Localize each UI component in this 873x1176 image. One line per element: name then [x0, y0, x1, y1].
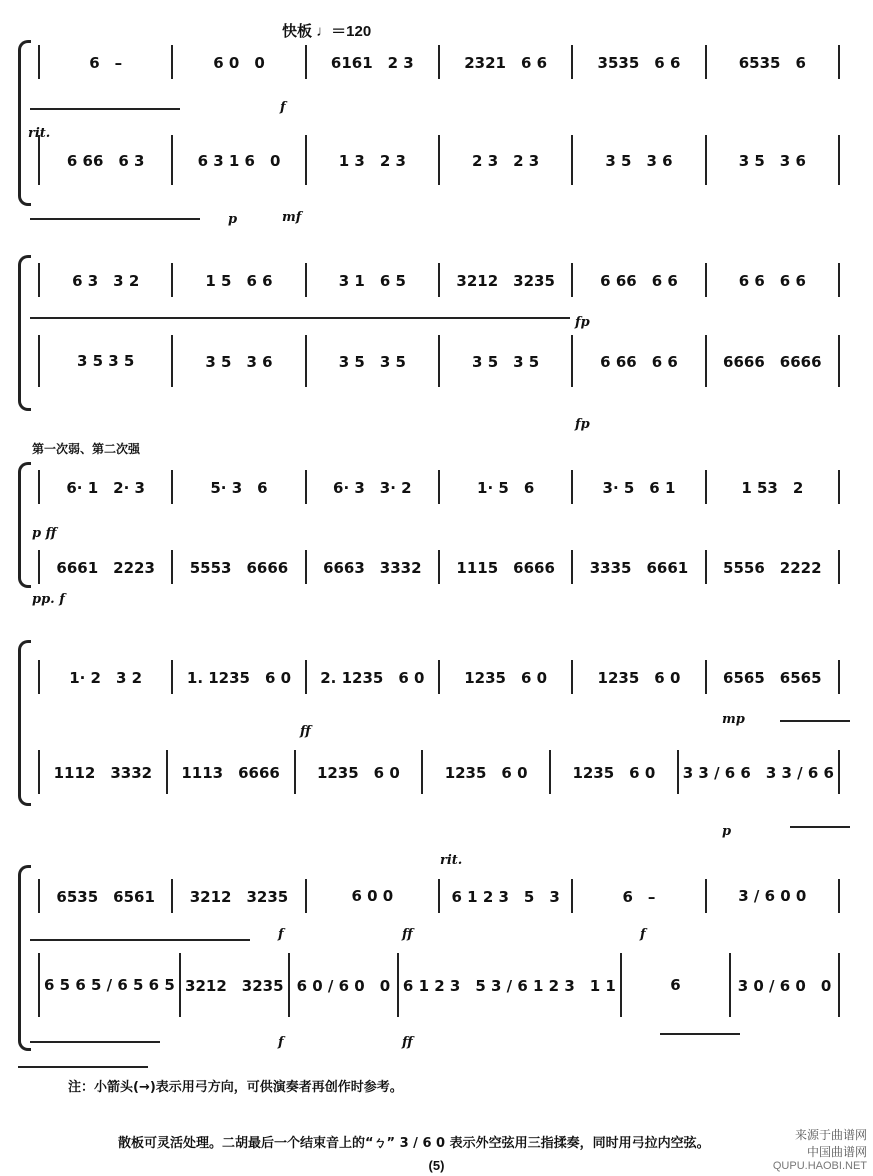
- performance-caption: 第一次弱、第二次强: [32, 442, 141, 456]
- measure: 6 66 6 6: [571, 263, 704, 297]
- measure: 6 3 1 6 0: [171, 135, 304, 185]
- dynamic-marking: ff: [402, 927, 413, 942]
- decrescendo-hairpin: [30, 108, 180, 110]
- system-1: [10, 40, 860, 227]
- system-brace: [18, 255, 31, 411]
- dynamic-marking: ff: [402, 1035, 413, 1050]
- measure: 6 1 2 3 5 3 / 6 1 2 3 1 1: [397, 953, 620, 1017]
- lower-staff: [38, 550, 840, 584]
- dynamic-marking: f: [278, 927, 284, 942]
- crescendo-hairpin: [30, 317, 570, 319]
- measure: 6565 6565: [705, 660, 840, 694]
- system-4: [10, 640, 860, 839]
- measure: 6· 3 3· 2: [305, 470, 438, 504]
- system-brace: [18, 640, 31, 806]
- system-brace: [18, 865, 31, 1051]
- measure: 1235 6 0: [294, 750, 422, 794]
- measure: 6 5 6 5 / 6 5 6 5: [38, 953, 179, 1017]
- footnote-rule: [18, 1066, 148, 1068]
- measure: 3 5 3 6: [571, 135, 704, 185]
- measure: 1112 3332: [38, 750, 166, 794]
- measure: 3 5 3 5: [38, 335, 171, 387]
- measure: 3 3 / 6 6 3 3 / 6 6: [677, 750, 840, 794]
- measure: 6 66 6 3: [38, 135, 171, 185]
- measure: 6 3 3 2: [38, 263, 171, 297]
- measure: 3 0 / 6 0 0: [729, 953, 840, 1017]
- hairpin: [30, 939, 250, 941]
- measure: 6 1 2 3 5 3: [438, 879, 571, 913]
- measure: 6661 2223: [38, 550, 171, 584]
- measure: 6· 1 2· 3: [38, 470, 171, 504]
- crescendo-hairpin: [780, 720, 850, 722]
- measure: 6 0 0: [171, 45, 304, 79]
- measure: 6 –: [38, 45, 171, 79]
- measure: 6 66 6 6: [571, 335, 704, 387]
- watermark-line: 来源于曲谱网: [794, 1128, 867, 1142]
- system-3: [10, 440, 860, 605]
- footnote-free-rhythm: 散板可灵活处理。二胡最后一个结束音上的“ㄅ” 3 / 6 0 表示外空弦用三指揉奏，同时用弓拉内空弦。: [118, 1136, 710, 1151]
- measure: 3 / 6 0 0: [705, 879, 840, 913]
- dynamic-marking: ff: [300, 724, 311, 739]
- dynamic-marking: p: [228, 212, 238, 227]
- dynamic-marking: f: [278, 1035, 284, 1050]
- measure: 3· 5 6 1: [571, 470, 704, 504]
- dynamic-marking: p: [722, 824, 732, 839]
- upper-staff: [38, 263, 840, 297]
- measure: 6 6 6 6: [705, 263, 840, 297]
- measure: 6 0 / 6 0 0: [288, 953, 397, 1017]
- measure: 1235 6 0: [438, 660, 571, 694]
- measure: 6535 6: [705, 45, 840, 79]
- measure: 1113 6666: [166, 750, 294, 794]
- measure: 6 –: [571, 879, 704, 913]
- watermark-line: QUPU.HAOBI.NET: [772, 1160, 867, 1172]
- system-brace: [18, 40, 31, 206]
- dynamic-marking: fp: [575, 315, 590, 330]
- measure: 3 5 3 6: [705, 135, 840, 185]
- measure: 5553 6666: [171, 550, 304, 584]
- measure: 3335 6661: [571, 550, 704, 584]
- dynamic-marking: mp: [722, 712, 745, 727]
- system-brace: [18, 462, 31, 588]
- measure: 3 5 3 6: [171, 335, 304, 387]
- measure: 6535 6561: [38, 879, 171, 913]
- decrescendo-hairpin: [30, 218, 200, 220]
- measure: 1. 1235 6 0: [171, 660, 304, 694]
- dynamic-marking: fp: [575, 417, 590, 432]
- measure: 5556 2222: [705, 550, 840, 584]
- measure: 3212 3235: [179, 953, 288, 1017]
- measure: 1 3 2 3: [305, 135, 438, 185]
- measure: 6161 2 3: [305, 45, 438, 79]
- measure: 1235 6 0: [421, 750, 549, 794]
- lower-staff: [38, 135, 840, 185]
- measure: 1235 6 0: [549, 750, 677, 794]
- dynamic-marking: mf: [282, 210, 302, 225]
- measure: 3212 3235: [171, 879, 304, 913]
- watermark-line: 中国曲谱网: [806, 1145, 867, 1159]
- measure: 1 5 6 6: [171, 263, 304, 297]
- hairpin: [30, 1041, 160, 1043]
- measure: 3535 6 6: [571, 45, 704, 79]
- measure: 1115 6666: [438, 550, 571, 584]
- measure: 3 1 6 5: [305, 263, 438, 297]
- upper-staff: [38, 45, 840, 79]
- lower-staff: [38, 750, 840, 794]
- watermark: [773, 1126, 867, 1172]
- measure: 6663 3332: [305, 550, 438, 584]
- upper-staff: [38, 470, 840, 504]
- crescendo-hairpin: [790, 826, 850, 828]
- upper-staff: [38, 660, 840, 694]
- dynamic-marking: rit.: [28, 126, 51, 141]
- measure: 3 5 3 5: [438, 335, 571, 387]
- measure: 6: [620, 953, 729, 1017]
- measure: 5· 3 6: [171, 470, 304, 504]
- page-number: (5): [428, 1158, 445, 1173]
- measure: 3212 3235: [438, 263, 571, 297]
- system-2: [10, 255, 860, 432]
- measure: 1· 5 6: [438, 470, 571, 504]
- measure: 2 3 2 3: [438, 135, 571, 185]
- dynamic-marking: rit.: [440, 853, 463, 868]
- lower-staff: [38, 953, 840, 1017]
- dynamic-marking: f: [640, 927, 646, 942]
- measure: 6 0 0: [305, 879, 438, 913]
- dynamic-marking: p ff: [32, 526, 57, 541]
- measure: 2. 1235 6 0: [305, 660, 438, 694]
- measure: 1· 2 3 2: [38, 660, 171, 694]
- measure: 3 5 3 5: [305, 335, 438, 387]
- footnote-bow-direction: 注：小箭头(→)表示用弓方向，可供演奏者再创作时参考。: [68, 1080, 403, 1095]
- measure: 1235 6 0: [571, 660, 704, 694]
- decrescendo-hairpin: [660, 1033, 740, 1035]
- lower-staff: [38, 335, 840, 387]
- measure: 2321 6 6: [438, 45, 571, 79]
- tempo-marking: 快板 ♩＝120: [282, 23, 372, 40]
- dynamic-marking: pp. f: [32, 592, 65, 607]
- measure: 1 53 2: [705, 470, 840, 504]
- measure: 6666 6666: [705, 335, 840, 387]
- system-5: [10, 855, 860, 1055]
- dynamic-marking: f: [280, 100, 286, 115]
- upper-staff: [38, 879, 840, 913]
